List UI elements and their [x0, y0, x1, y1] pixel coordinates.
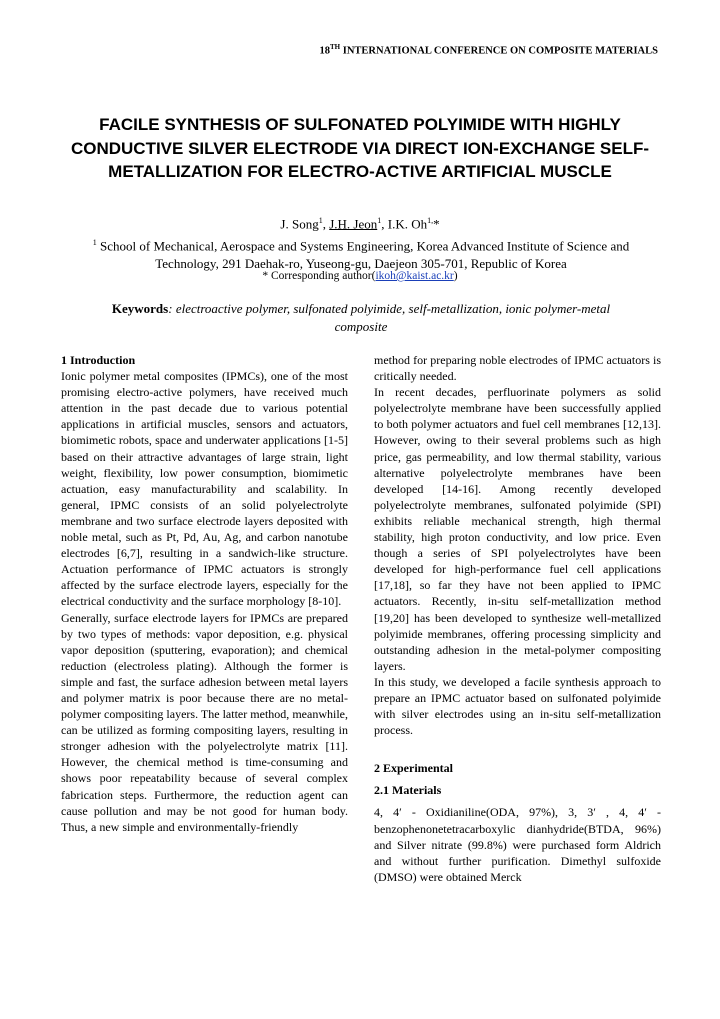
- left-column: [61, 352, 348, 835]
- author-affiliation-mark: 1,: [427, 216, 434, 225]
- author-name: I.K. Oh: [387, 216, 428, 232]
- subsection-heading-materials: 2.1 Materials: [374, 783, 442, 798]
- keywords-label: Keywords: [111, 301, 169, 316]
- conference-header: [320, 43, 659, 57]
- corresponding-author: * Corresponding author(ikoh@kaist.ac.kr): [262, 270, 458, 282]
- paragraph: In recent decades, perfluorinate polymers as solid polyelectrolyte membrane have been successfully applied to both polymer actuators and fuel cell membranes [12,13]. However, owing to their several problems such as high price, gas permeability, and low thermal stability, various alternative polyelectrolyte membranes have been developed [14-16]. Among recently developed polyelectrolyte membranes, sulfonated polyimide (SPI) exhibits reliable mechanical strength, high thermal stability, high proton conductivity, and low price. Even though a series of SPI polyelectrolytes have been developed for high-performance fuel cell applications [17,18], so far they have not been applied to IPMC actuators. Recently, in-situ self-metallization method [19,20] has been developed to synthesize well-metallized polyimide membranes, offering processing simplicity and outstanding adhesion in the metal-polymer compositing layers.: [374, 385, 661, 673]
- right-column: [374, 352, 661, 885]
- author-affiliation-mark: 1: [377, 216, 382, 225]
- conference-name: INTERNATIONAL CONFERENCE ON COMPOSITE MATERIALS: [342, 45, 658, 57]
- author-list: J. Song$^1$, J.H. Jeon$^1$, I.K. $Oh^{1,}*$: [280, 216, 440, 232]
- affiliation: [88, 234, 634, 273]
- paragraph: Ionic polymer metal composites (IPMCs), one of the most promising electro-active polymers, have received much attention in the past decade due to various potential applications in artificial muscles, sensors and actuators, biomimetic robots, space and underwater applications [1-5] based on their attractive advantages of large strain, light weight, flexibility, low power consumption, biomimetic actuation, easy manufacturability and scalability. In general, IPMC consists of an solid polyelectrolyte membrane and two surface electrode layers deposited with noble metal, such as Pt, Pd, Au, Ag, and carbon nanotube electrodes [6,7], resulting in a sandwich-like structure. Actuation performance of IPMC actuators is strongly affected by the surface electrode layers, especially for the electrical conductivity and the surface morphology [8-10].: [61, 369, 348, 609]
- author-name: J. Song: [280, 216, 319, 232]
- author-affiliation-mark: 1: [318, 216, 323, 225]
- paragraph: method for preparing noble electrodes of IPMC actuators is critically needed.: [374, 353, 661, 384]
- email-link[interactable]: ikoh@kaist.ac.kr: [375, 270, 454, 282]
- corresponding-star: *: [433, 216, 440, 232]
- keywords: [86, 300, 636, 336]
- affiliation-mark: 1: [92, 238, 97, 247]
- paragraph: In this study, we developed a facile synthesis approach to prepare an IPMC actuator based on sulfonated polyimide with silver electrodes using an in-situ self-metallization process.: [374, 674, 661, 738]
- paragraph: Generally, surface electrode layers for IPMCs are prepared by two types of methods: vapor deposition, e.g. physical vapor deposition (sputtering, evaporation); and chemical reduction (electroless plating). Although the former is simple and fast, the surface adhesion between metal layers and polymer matrix is poor because there are no metal-polymer compositing layers. The latter method, meanwhile, can be utilized as forming compositing layers, resulting in stronger adhesion with the polyelectrolyte matrix [11]. However, the chemical method is time-consuming and shows poor repeatability because of several complex fabrication steps. Furthermore, the reduction agent can cause pollution and may be not good for human body. Thus, a new simple and environmentally-friendly: [61, 610, 348, 834]
- conference-number: 18: [319, 45, 330, 57]
- affiliation-text: School of Mechanical, Aerospace and Systems Engineering, Korea Advanced Institute of Science and Technology, 291 Daehak-ro, Yuseong-gu, Daejeon 305-701, Republic of Korea: [96, 238, 630, 272]
- conference-number-suffix: TH: [330, 43, 341, 51]
- paper-title: FACILE SYNTHESIS OF SULFONATED POLYIMIDE WITH HIGHLY CONDUCTIVE SILVER ELECTRODE VIA DIRECT ION-EXCHANGE SELF-METALLIZATION FOR ELECTRO-ACTIVE ARTIFICIAL MUSCLE: [70, 115, 650, 181]
- section-heading-experimental: 2 Experimental: [374, 761, 453, 776]
- author-name: J.H. Jeon: [329, 216, 378, 232]
- paragraph: 4, 4′ - Oxidianiline(ODA, 97%), 3, 3′ , 4, 4′ - benzophenonetetracarboxylic dianhydride(BTDA, 96%) and Silver nitrate (99.8%) were purchased form Aldrich and without further purification. Dimethyl sulfoxide (DMSO) were obtained Merck: [374, 805, 661, 884]
- section-heading-introduction: 1 Introduction: [61, 353, 136, 367]
- keywords-text: : electroactive polymer, sulfonated polyimide, self-metallization, ionic polymer-metal composite: [168, 301, 611, 334]
